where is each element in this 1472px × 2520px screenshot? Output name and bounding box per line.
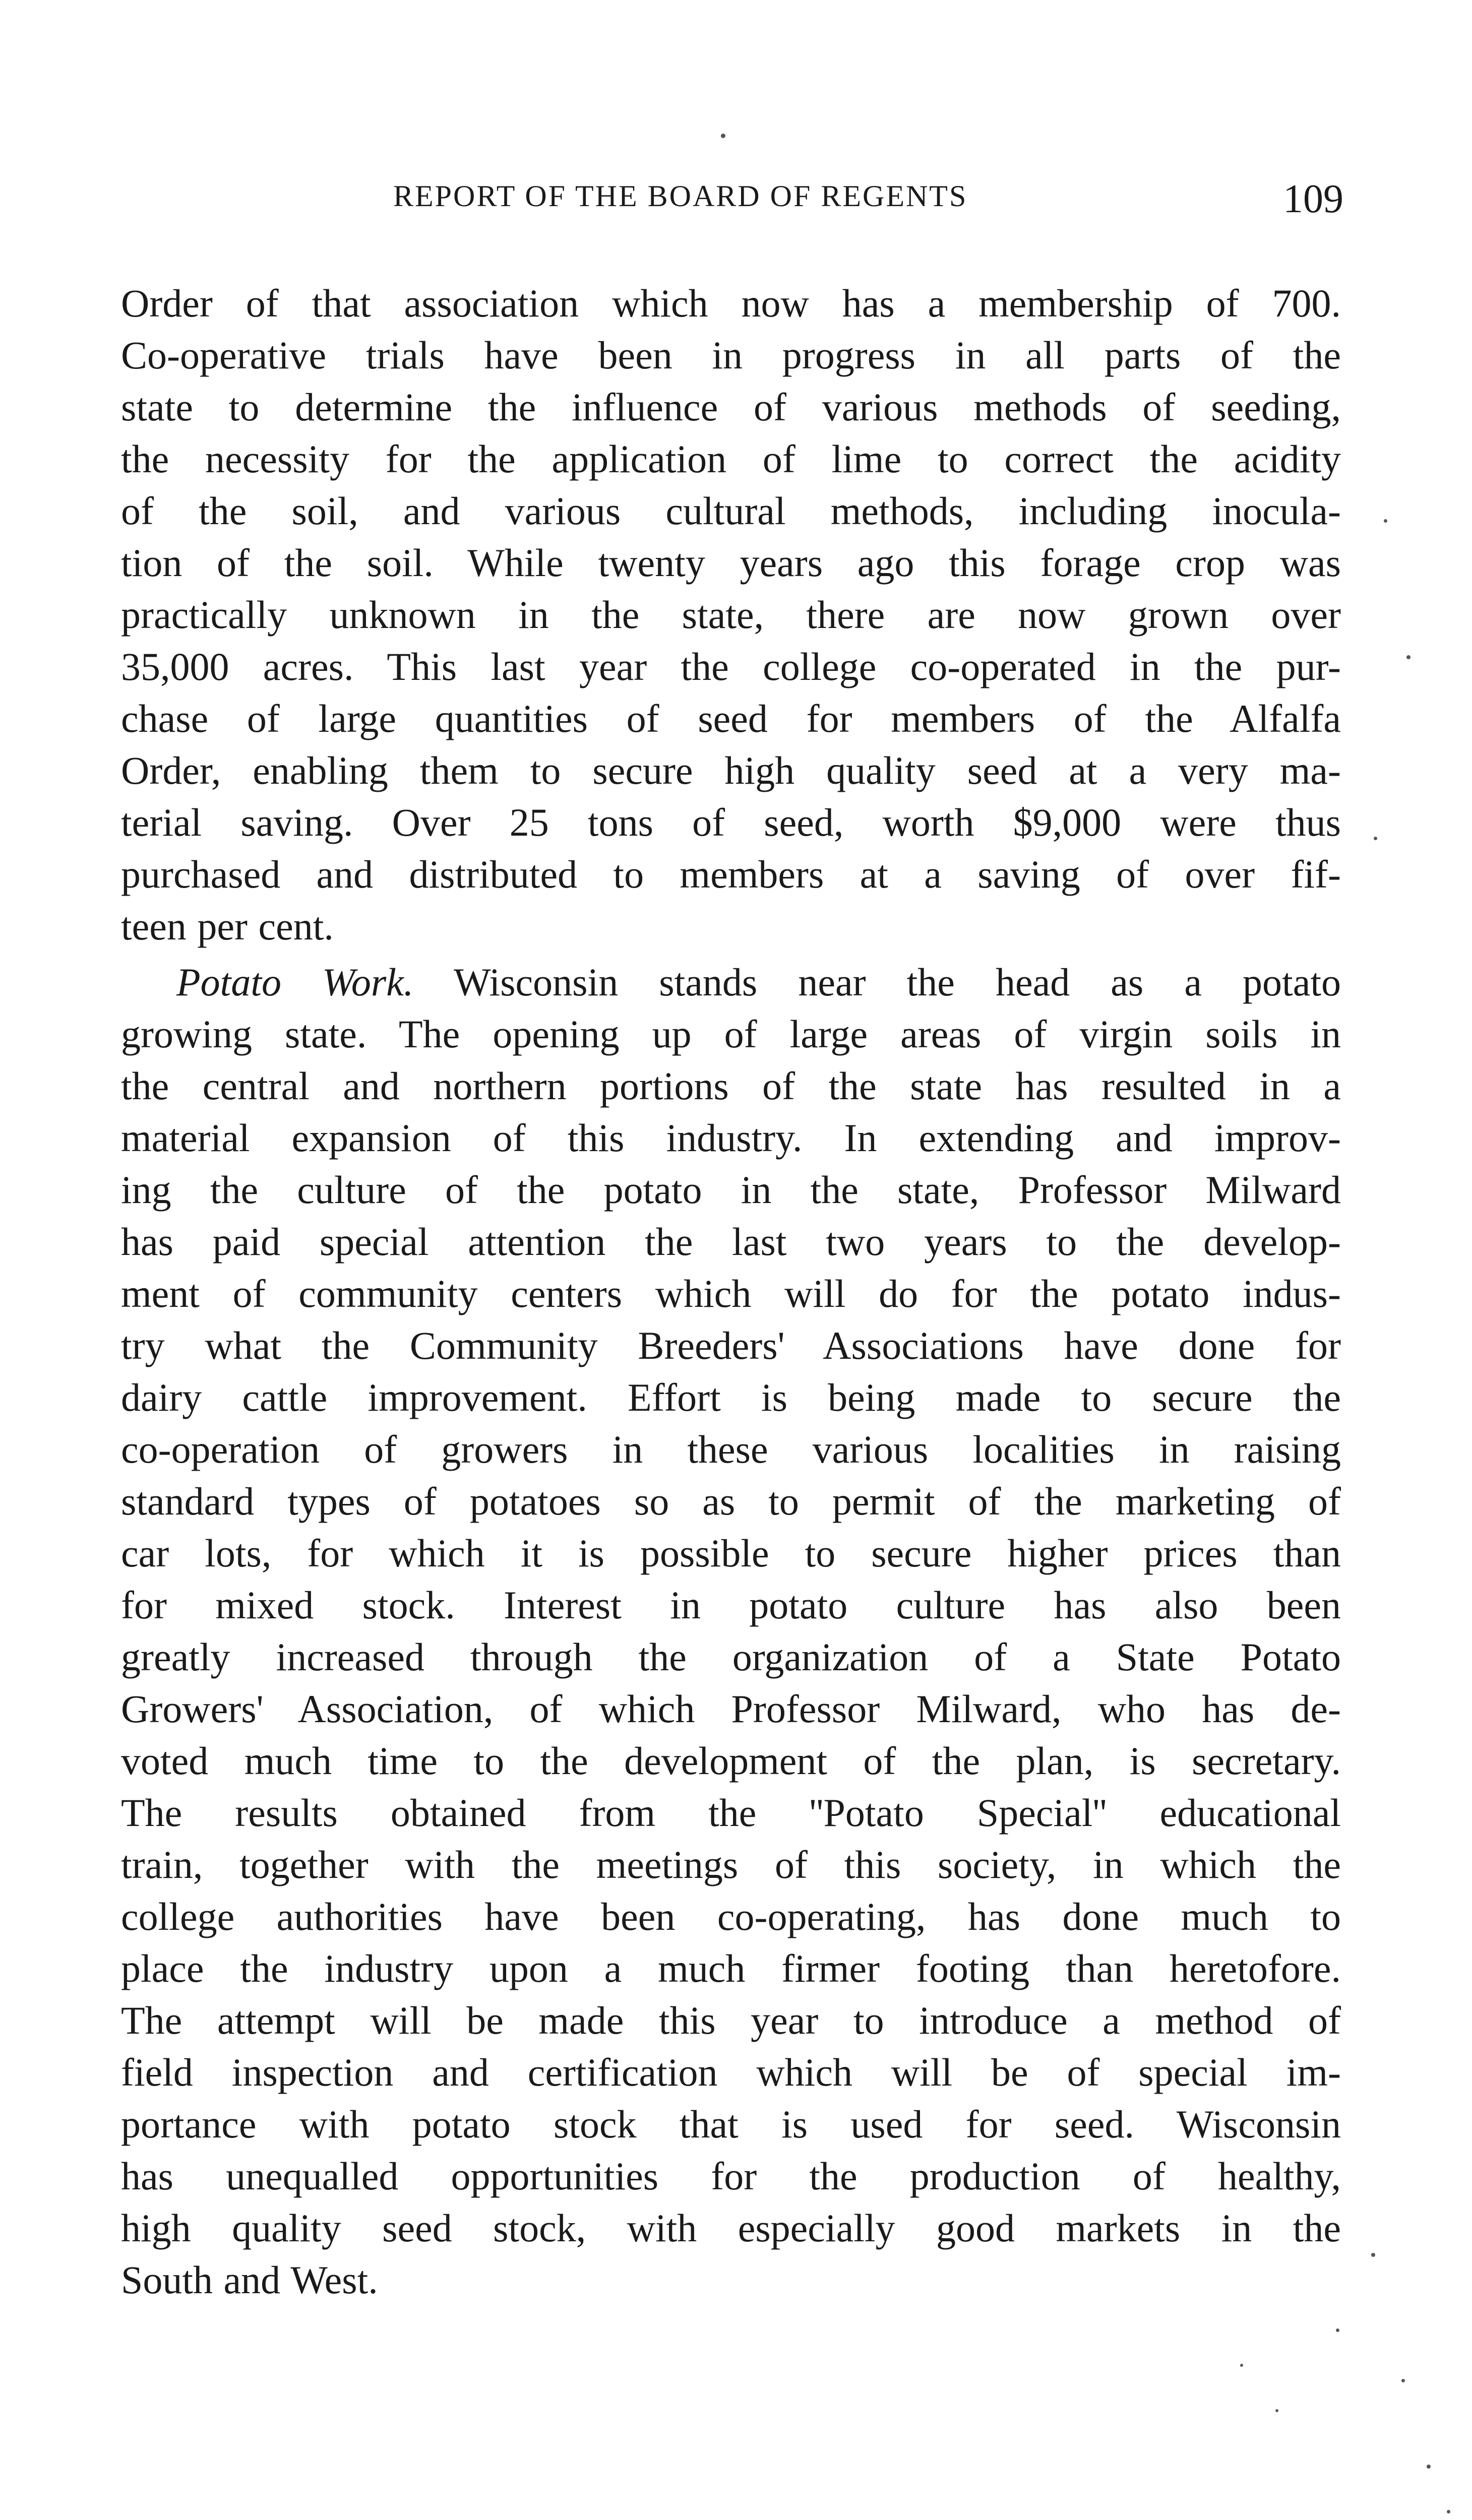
text-line: terial saving. Over 25 tons of seed, worth $9,000 were thus [121, 800, 1341, 844]
scan-speck [1401, 2379, 1405, 2382]
running-head: REPORT OF THE BOARD OF REGENTS [393, 179, 968, 213]
text-line: voted much time to the development of the plan, is secretary. [121, 1739, 1341, 1783]
text-line: place the industry upon a much firmer footing than heretofore. [121, 1946, 1341, 1990]
text-line: South and West. [121, 2258, 378, 2302]
scan-speck [1447, 2510, 1450, 2513]
scan-speck [1336, 2328, 1339, 2332]
text-line: growing state. The opening up of large areas of virgin soils in [121, 1012, 1341, 1056]
text-line: 35,000 acres. This last year the college co-operated in the pur- [121, 645, 1341, 688]
text-line: greatly increased through the organization of a State Potato [121, 1635, 1341, 1679]
scan-speck [1240, 2364, 1243, 2367]
text-line: Co-operative trials have been in progress in all parts of the [121, 333, 1341, 377]
text-line: dairy cattle improvement. Effort is being made to secure the [121, 1375, 1341, 1419]
text-line: train, together with the meetings of this society, in which the [121, 1843, 1341, 1886]
text-line: practically unknown in the state, there are now grown over [121, 593, 1341, 637]
text-line: the central and northern portions of the state has resulted in a [121, 1064, 1341, 1108]
page-number: 109 [1283, 177, 1343, 221]
scan-speck [1384, 519, 1387, 523]
scan-speck [1371, 2253, 1375, 2257]
text-line: tion of the soil. While twenty years ago this forage crop was [121, 541, 1341, 585]
text-line: field inspection and certification which will be of special im- [121, 2050, 1341, 2094]
text-line: chase of large quantities of seed for members of the Alfalfa [121, 697, 1341, 740]
text-line: try what the Community Breeders' Associations have done for [121, 1324, 1341, 1367]
text-line: portance with potato stock that is used for seed. Wisconsin [121, 2102, 1341, 2146]
text-line: ing the culture of the potato in the state, Professor Milward [121, 1168, 1341, 1212]
text-line: college authorities have been co-operating, has done much to [121, 1895, 1341, 1938]
text-line: The attempt will be made this year to introduce a method of [121, 1998, 1341, 2042]
body-text [121, 277, 1341, 2306]
text-line: teen per cent. [121, 904, 334, 948]
scan-speck [1275, 2409, 1278, 2412]
text-line: for mixed stock. Interest in potato culture has also been [121, 1583, 1341, 1627]
text-line: state to determine the influence of various methods of seeding, [121, 385, 1341, 429]
text-line: ment of community centers which will do for the potato indus- [121, 1272, 1341, 1315]
scan-speck [1406, 655, 1410, 659]
text-line: material expansion of this industry. In extending and improv- [121, 1116, 1341, 1160]
first-line-text: Wisconsin stands near the head as a potato [454, 960, 1341, 1004]
text-line: standard types of potatoes so as to permit of the marketing of [121, 1479, 1341, 1523]
text-line: Order, enabling them to secure high quality seed at a very ma- [121, 748, 1341, 792]
scan-speck [1374, 837, 1377, 840]
text-line: Growers' Association, of which Professor Milward, who has de- [121, 1687, 1341, 1731]
paragraph-alfalfa [121, 277, 1341, 952]
text-line: of the soil, and various cultural methods, including inocula- [121, 489, 1341, 533]
text-line: co-operation of growers in these various localities in raising [121, 1427, 1341, 1471]
text-line: has unequalled opportunities for the production of healthy, [121, 2154, 1341, 2198]
scan-speck [721, 134, 725, 138]
text-line: Order of that association which now has a membership of 700. [121, 281, 1341, 325]
paragraph-potato-work [121, 956, 1341, 2306]
text-line: car lots, for which it is possible to secure higher prices than [121, 1531, 1341, 1575]
paragraph-gap [121, 952, 1341, 956]
text-line: purchased and distributed to members at a saving of over fif- [121, 852, 1341, 896]
run-in-heading: Potato Work. [176, 960, 414, 1004]
text-line: high quality seed stock, with especially good markets in the [121, 2206, 1341, 2250]
text-line-first [121, 956, 1341, 1008]
text-line: the necessity for the application of lime to correct the acidity [121, 437, 1341, 481]
scan-speck [1427, 2465, 1431, 2469]
text-line: has paid special attention the last two years to the develop- [121, 1220, 1341, 1264]
text-line: The results obtained from the ''Potato Special'' educational [121, 1791, 1341, 1835]
